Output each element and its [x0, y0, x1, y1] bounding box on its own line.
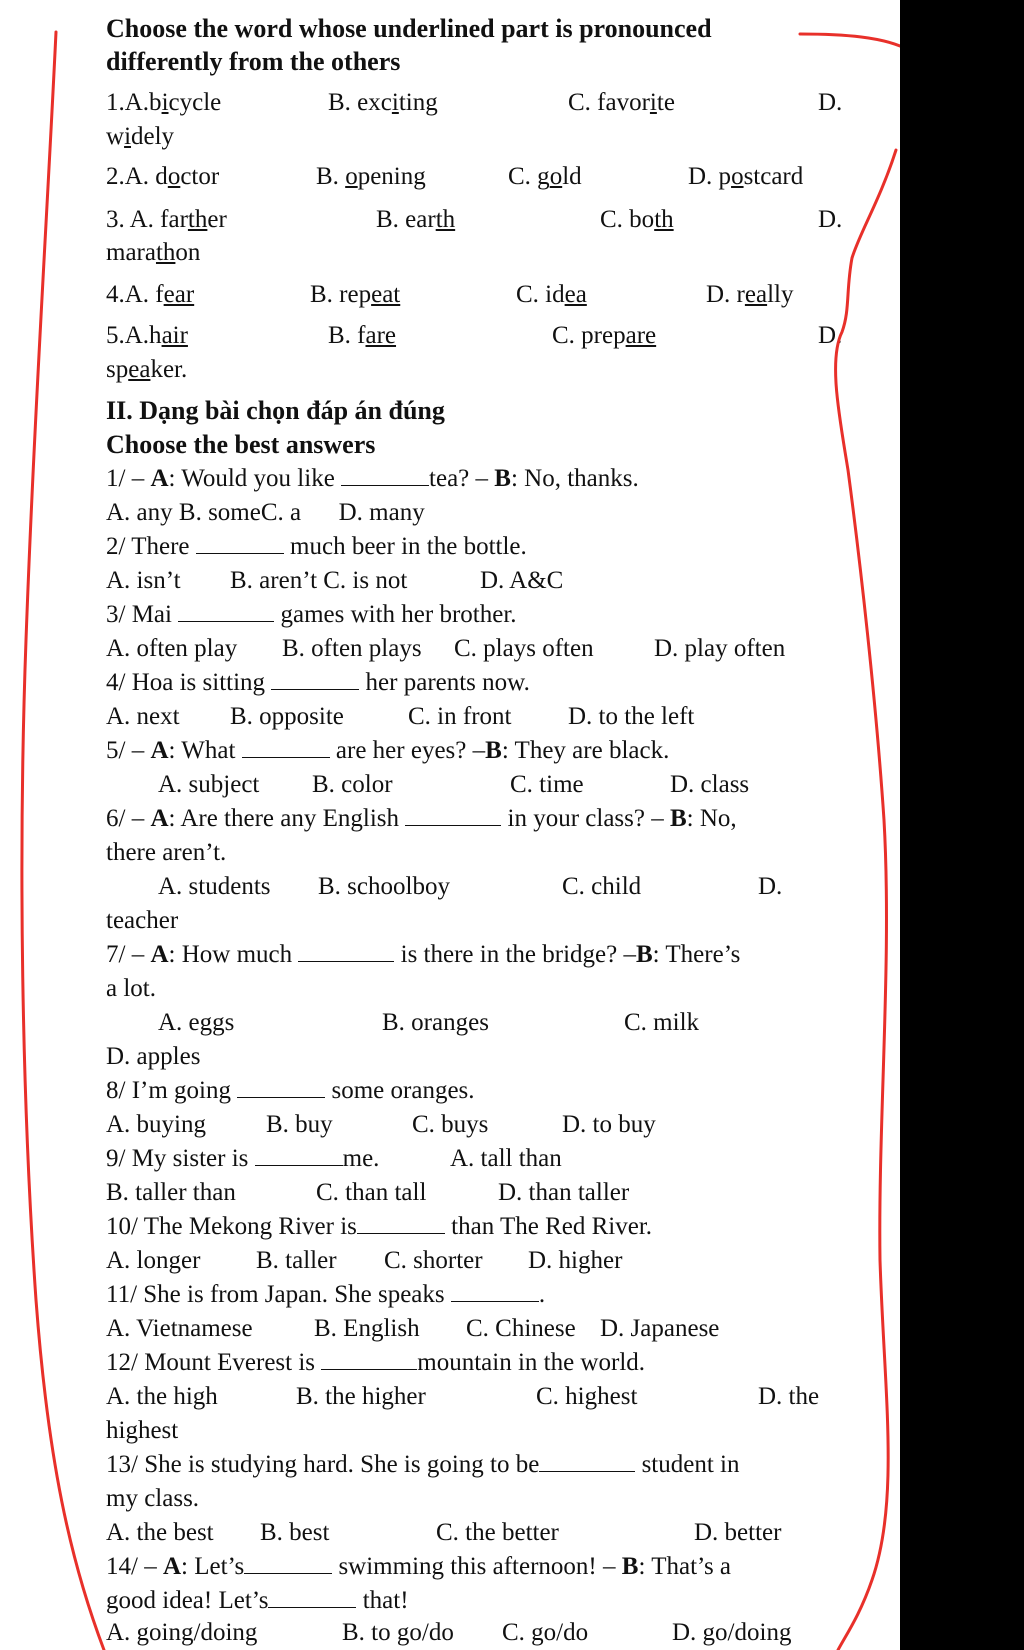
question-7-line2: a lot. — [106, 975, 156, 1002]
option-d: D. to buy — [562, 1111, 656, 1138]
pron-q4-option-b: B. repeat — [310, 281, 401, 308]
question-9: 9/ My sister is me. A. tall than — [106, 1142, 846, 1176]
option-d: D. go/doing — [672, 1619, 792, 1646]
option-a: A. the high — [106, 1383, 218, 1410]
pron-q5-option-c: C. prepare — [552, 322, 657, 349]
option-c: C. Chinese — [466, 1315, 576, 1342]
option-a: A. eggs — [158, 1009, 235, 1036]
option-c: C. milk — [624, 1009, 700, 1036]
section2-title-vi: II. Dạng bài chọn đáp án đúng — [106, 396, 445, 425]
option-a: A. often play — [106, 635, 238, 662]
pron-q2-option-c: C. gold — [508, 163, 582, 190]
option-b: B. taller — [256, 1247, 337, 1274]
question-8: 8/ I’m going some oranges. — [106, 1077, 475, 1104]
question-3: 3/ Mai games with her brother. — [106, 601, 517, 628]
question-6-options — [106, 870, 846, 904]
question-14: 14/ – A: Let’s swimming this afternoon! – B: That’s a — [106, 1553, 732, 1580]
question-2-options — [106, 564, 846, 598]
pron-q1-option-b: B. exciting — [328, 89, 438, 116]
option-d: D. class — [670, 771, 750, 798]
option-c: C. in front — [408, 703, 512, 730]
option-a: A. students — [158, 873, 271, 900]
answer-blank[interactable] — [357, 1211, 445, 1234]
question-7-options — [106, 1006, 846, 1040]
question-4-options — [106, 700, 846, 734]
pron-q1-option-d-label: D. — [818, 89, 843, 116]
pron-q3 — [106, 203, 846, 237]
question-6-option-d: teacher — [106, 907, 179, 934]
pron-q4-option-d: D. really — [706, 281, 794, 308]
option-d: D. better — [694, 1519, 782, 1546]
option-c: C. shorter — [384, 1247, 483, 1274]
option-a: A. the best — [106, 1519, 214, 1546]
pron-q2 — [106, 160, 846, 194]
pron-q4-option-c: C. idea — [516, 281, 587, 308]
pron-q3-option-d: marathon — [106, 239, 201, 266]
question-14-options — [106, 1616, 846, 1650]
question-2: 2/ There much beer in the bottle. — [106, 533, 527, 560]
question-7-option-d: D. apples — [106, 1043, 201, 1070]
answer-blank[interactable] — [539, 1449, 635, 1472]
option-a: A. isn’t — [106, 567, 181, 594]
pron-q5-option-d-label: D. — [818, 322, 843, 349]
option-a: A. subject — [158, 771, 260, 798]
question-9-options — [106, 1176, 846, 1210]
option-b: B. oranges — [382, 1009, 489, 1036]
option-d: D. play often — [654, 635, 786, 662]
pron-q1 — [106, 86, 846, 120]
black-side-margin — [900, 0, 1024, 1650]
answer-blank[interactable] — [268, 1585, 356, 1608]
question-4: 4/ Hoa is sitting her parents now. — [106, 669, 530, 696]
question-13-options — [106, 1516, 846, 1550]
option-a: A. Vietnamese — [106, 1315, 253, 1342]
pron-q3-option-d-label: D. — [818, 206, 843, 233]
question-10-options — [106, 1244, 846, 1278]
question-12-options — [106, 1380, 846, 1414]
option-d: D. to the left — [568, 703, 695, 730]
option-b: B. opposite — [230, 703, 344, 730]
option-b: B. buy — [266, 1111, 333, 1138]
option-a: A. next — [106, 703, 180, 730]
question-8-options — [106, 1108, 846, 1142]
pron-q2-option-a: 2.A. doctor — [106, 163, 220, 190]
red-ink-left-stroke — [22, 32, 104, 1650]
question-6: 6/ – A: Are there any English in your class? – B: No, — [106, 805, 737, 832]
pron-q4 — [106, 278, 846, 312]
question-7: 7/ – A: How much is there in the bridge? –B: There’s — [106, 941, 741, 968]
question-14-line2: good idea! Let’s that! — [106, 1587, 409, 1614]
option-b: B. schoolboy — [318, 873, 450, 900]
option-b: B. to go/do — [342, 1619, 454, 1646]
option-d: D. higher — [528, 1247, 623, 1274]
option-b: B. taller than — [106, 1179, 236, 1206]
option-a: A. going/doing — [106, 1619, 258, 1646]
option-a: A. tall than — [450, 1145, 562, 1172]
option-b: B. color — [312, 771, 393, 798]
option-a: A. buying — [106, 1111, 206, 1138]
pron-q1-option-c: C. favorite — [568, 89, 675, 116]
answer-blank[interactable] — [405, 803, 501, 826]
option-c: C. buys — [412, 1111, 489, 1138]
option-d: D. A&C — [480, 567, 564, 594]
section2-title-en: Choose the best answers — [106, 430, 376, 459]
section1-title-line1: Choose the word whose underlined part is pronounced — [106, 14, 712, 43]
answer-blank[interactable] — [242, 735, 330, 758]
question-10: 10/ The Mekong River is than The Red River. — [106, 1213, 653, 1240]
answer-blank[interactable] — [298, 939, 394, 962]
option-a: A. longer — [106, 1247, 201, 1274]
option-b: B. English — [314, 1315, 420, 1342]
answer-blank[interactable] — [255, 1143, 343, 1166]
pron-q3-option-a: 3. A. farther — [106, 206, 227, 233]
answer-blank[interactable] — [244, 1551, 332, 1574]
question-5-options — [106, 768, 846, 802]
question-1: 1/ – A: Would you like tea? – B: No, thanks. — [106, 465, 639, 492]
pron-q5-option-d: speaker. — [106, 356, 188, 383]
answer-blank[interactable] — [321, 1347, 417, 1370]
option-c: C. plays often — [454, 635, 594, 662]
pron-q4-option-a: 4.A. fear — [106, 281, 195, 308]
answer-blank[interactable] — [341, 463, 429, 486]
option-c: C. child — [562, 873, 642, 900]
pron-q2-option-d: D. postcard — [688, 163, 804, 190]
option-c: C. time — [510, 771, 584, 798]
question-5: 5/ – A: What are her eyes? –B: They are black. — [106, 737, 670, 764]
option-c: C. the better — [436, 1519, 559, 1546]
option-d-label: D. the — [758, 1383, 820, 1410]
pron-q1-option-d: widely — [106, 123, 175, 150]
option-b: B. best — [260, 1519, 330, 1546]
answer-blank[interactable] — [271, 667, 359, 690]
question-11-options — [106, 1312, 846, 1346]
question-1-options: A. any B. someC. a D. many — [106, 499, 425, 526]
option-c: C. highest — [536, 1383, 638, 1410]
section1-title-line2: differently from the others — [106, 47, 401, 76]
pron-q5-option-a: 5.A.hair — [106, 322, 188, 349]
option-d: D. than taller — [498, 1179, 630, 1206]
pron-q3-option-b: B. earth — [376, 206, 456, 233]
answer-blank[interactable] — [451, 1279, 539, 1302]
question-6-line2: there aren’t. — [106, 839, 227, 866]
option-d-label: D. — [758, 873, 783, 900]
question-11: 11/ She is from Japan. She speaks . — [106, 1281, 546, 1308]
answer-blank[interactable] — [237, 1075, 325, 1098]
question-13-line2: my class. — [106, 1485, 200, 1512]
option-d: D. Japanese — [600, 1315, 720, 1342]
pron-q5-option-b: B. fare — [328, 322, 397, 349]
question-3-options — [106, 632, 846, 666]
pron-q3-option-c: C. both — [600, 206, 674, 233]
option-b: B. often plays — [282, 635, 422, 662]
pron-q2-option-b: B. opening — [316, 163, 426, 190]
question-13: 13/ She is studying hard. She is going to be student in — [106, 1451, 740, 1478]
pron-q5 — [106, 319, 846, 353]
option-b: B. the higher — [296, 1383, 426, 1410]
pron-q1-option-a: 1.A.bicycle — [106, 89, 222, 116]
answer-blank[interactable] — [178, 599, 274, 622]
option-c: C. than tall — [316, 1179, 427, 1206]
question-12: 12/ Mount Everest is mountain in the world. — [106, 1349, 646, 1376]
question-12-option-d: highest — [106, 1417, 179, 1444]
option-b: B. aren’t C. is not — [230, 567, 408, 594]
option-c: C. go/do — [502, 1619, 589, 1646]
answer-blank[interactable] — [196, 531, 284, 554]
